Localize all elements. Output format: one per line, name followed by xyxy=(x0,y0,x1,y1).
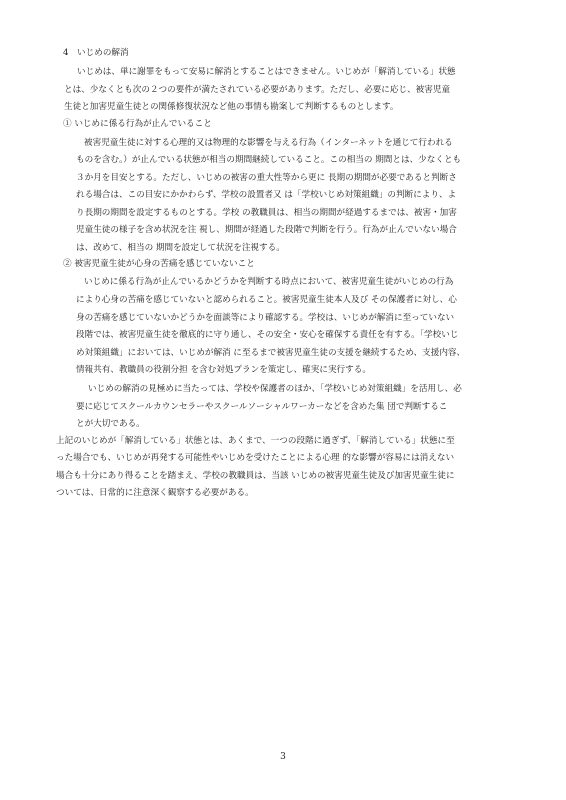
followup-line: いじめの解消の見極めに当たっては、学校や保護者のほか、「学校いじめ対策組織」を活用し、必 xyxy=(88,384,462,394)
intro-line: 生徒と加害児童生徒との関係修復状況など他の事情も勘案して判断するものとします。 xyxy=(64,102,399,112)
item2-line: 身の苦痛を感じていないかどうかを面談等により確認する。学校は、いじめが解消に至っていない xyxy=(76,313,455,323)
closing-line: った場合でも、いじめが再発する可能性やいじめを受けたことによる心理 的な影響が容易には消えない xyxy=(56,453,455,463)
item2-line: 情報共有、教職員の役割分担 を含む対処プランを策定し、確実に実行する。 xyxy=(76,365,371,375)
item1-line: ３か月を目安とする。ただし、いじめの被害の重大性等から更に 長期の期間が必要であると判断さ xyxy=(76,173,457,183)
closing-line: 場合も十分にあり得ることを踏まえ、学校の教職員は、当該 いじめの被害児童生徒及び加害児童生徒に xyxy=(56,471,455,481)
item1-heading: ① いじめに係る行為が止んでいること xyxy=(63,119,212,129)
item1-line: り長期の期間を設定するものとする。学校 の教職員は、相当の期間が経過するまでは、被害・加害 xyxy=(76,208,457,218)
section-heading: 4 いじめの解消 xyxy=(63,48,129,58)
item2-line: め対策組織」においては、いじめが解消 に至るまで被害児童生徒の支援を継続するため、支援内容、 xyxy=(76,348,466,358)
item1-line: ものを含む。）が止んでいる状態が相当の期間継続していること。この相当の 期間とは、少なくとも xyxy=(76,155,462,165)
closing-line: 上記のいじめが「解消している」状態とは、あくまで、一つの段階に過ぎず、「解消している」状態に至 xyxy=(56,436,455,446)
item1-line: 児童生徒の様子を含め状況を注 視し、期間が経過した段階で判断を行う。行為が止んでいない場合 xyxy=(76,225,457,235)
closing-line: ついては、日常的に注意深く観察する必要がある。 xyxy=(56,488,254,498)
item2-heading: ② 被害児童生徒が心身の苦痛を感じていないこと xyxy=(63,259,255,269)
followup-line: 要に応じてスクールカウンセラーやスクールソーシャルワーカーなどを含めた集 団で判断するこ xyxy=(76,402,448,412)
intro-line: とは、少なくとも次の２つの要件が満たされている必要があります。ただし、必要に応じ、被害児童 xyxy=(64,85,451,95)
item2-line: いじめに係る行為が止んでいるかどうかを判断する時点において、被害児童生徒がいじめの行為 xyxy=(84,277,454,287)
item2-line: により心身の苦痛を感じていないと認められること。被害児童生徒本人及び その保護者に対し、心 xyxy=(76,295,457,305)
page-number: 3 xyxy=(280,752,286,762)
followup-line: とが大切である。 xyxy=(76,419,145,429)
item1-line: 被害児童生徒に対する心理的又は物理的な影響を与える行為（インターネットを通じて行われる xyxy=(84,138,453,148)
intro-line: いじめは、単に謝罪をもって安易に解消とすることはできません。いじめが「解消している」状態 xyxy=(77,67,456,77)
item1-line: れる場合は、この目安にかかわらず、学校の設置者又 は「学校いじめ対策組織」の判断により、よ xyxy=(76,190,457,200)
item1-line: は、改めて、相当の 期間を設定して状況を注視する。 xyxy=(76,243,285,253)
item2-line: 段階では、被害児童生徒を徹底的に守り通し、その安全・安心を確保する責任を有する。「学校いじ xyxy=(76,330,459,340)
